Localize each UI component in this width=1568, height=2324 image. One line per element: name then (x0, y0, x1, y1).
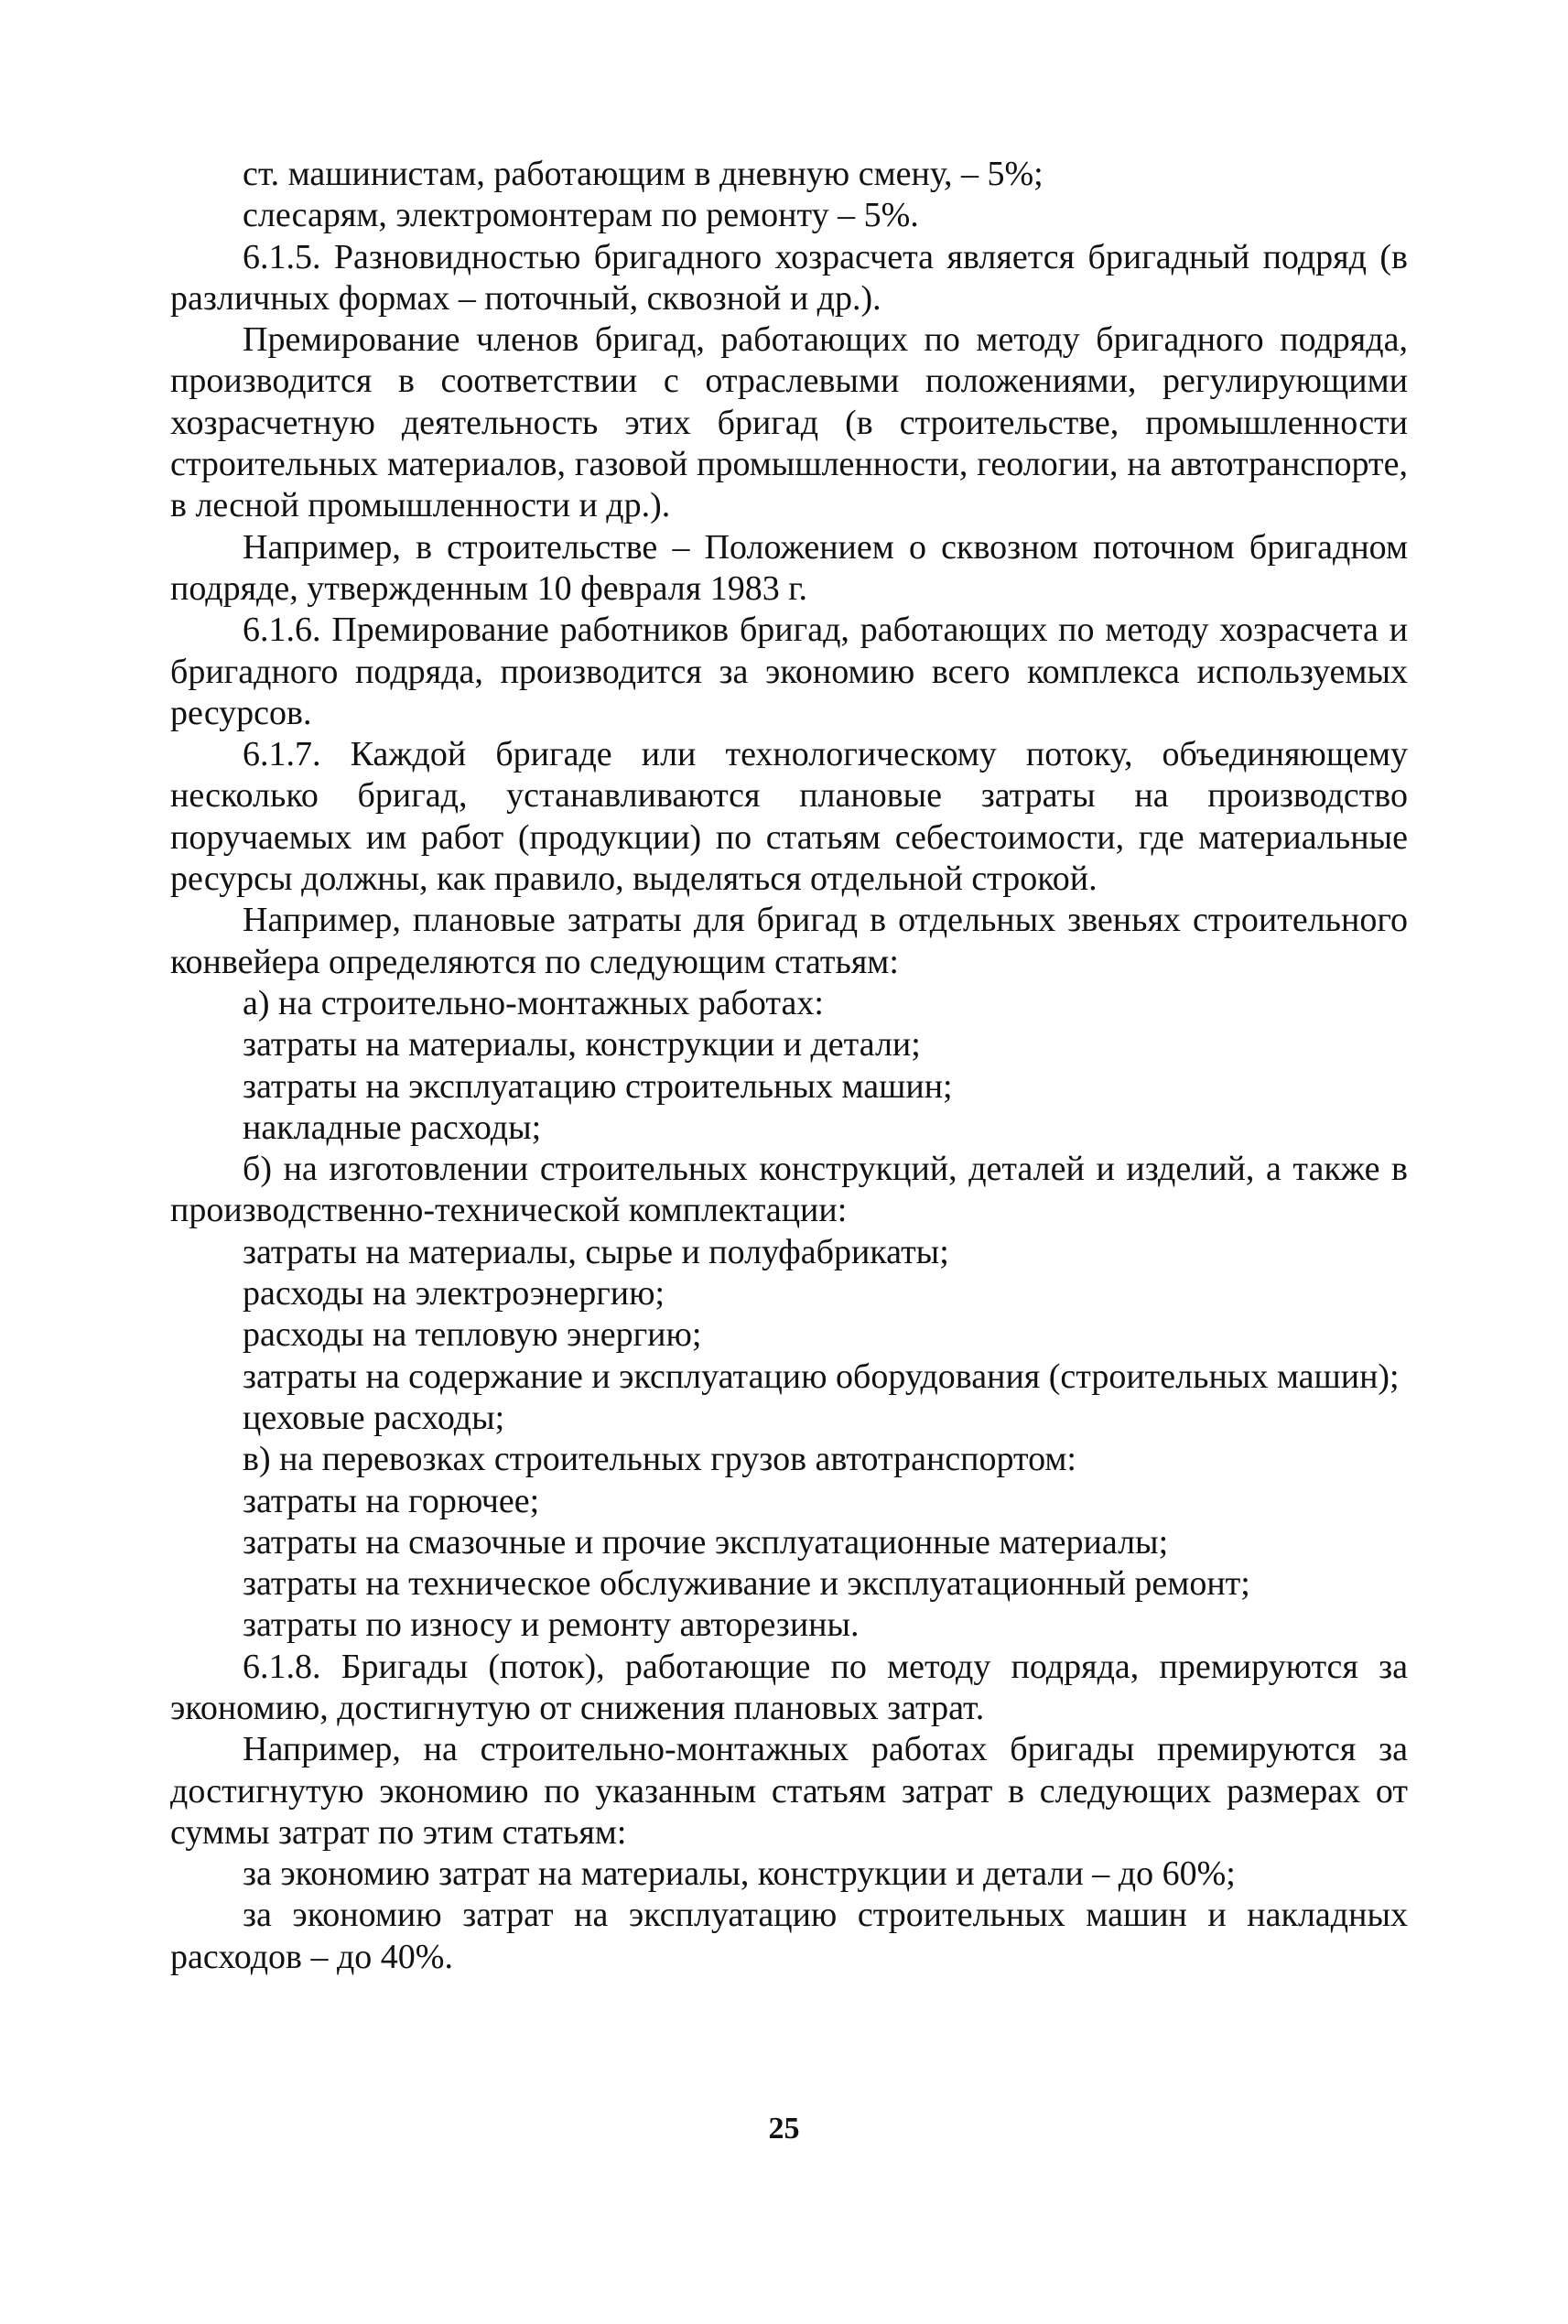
paragraph: затраты на техническое обслуживание и эксплуатационный ремонт; (243, 1564, 1250, 1604)
paragraph: затраты на горючее; (243, 1481, 540, 1520)
paragraph: Например, в строительстве – Положением о сквозном поточном бригадном подряде, утвержденным 10 февраля 1983 г. (170, 527, 1408, 608)
paragraph: затраты на материалы, сырье и полуфабрикаты; (243, 1232, 949, 1271)
paragraph: 6.1.7. Каждой бригаде или технологическому потоку, объединяющему несколько бригад, устанавливаются плановые затраты на производство поручаемых им работ (продукции) по статьям себестоимости, где материальные ресурсы должны, как правило, выделяться отдельной строкой. (170, 735, 1408, 899)
paragraph: расходы на тепловую энергию; (243, 1315, 702, 1355)
paragraph: а) на строительно-монтажных работах: (243, 983, 824, 1022)
paragraph: Например, на строительно-монтажных работах бригады премируются за достигнутую экономию по указанным статьям затрат в следующих размерах от суммы затрат по этим статьям: (170, 1730, 1408, 1852)
paragraph: 6.1.5. Разновидностью бригадного хозрасчета является бригадный подряд (в различных формах – поточный, сквозной и др.). (170, 237, 1408, 318)
paragraph: в) на перевозках строительных грузов автотранспортом: (243, 1440, 1076, 1479)
paragraph: Премирование членов бригад, работающих по методу бригадного подряда, производится в соответствии с отраслевыми положениями, регулирующими хозрасчетную деятельность этих бригад (в строительстве, промышленности строительных материалов, газовой промышленности, геологии, на автотранспорте, в лесной промышленности и др.). (170, 320, 1408, 525)
paragraph: затраты на эксплуатацию строительных машин; (243, 1066, 953, 1106)
paragraph: 6.1.6. Премирование работников бригад, работающих по методу хозрасчета и бригадного подряда, производится за экономию всего комплекса используемых ресурсов. (170, 611, 1408, 732)
paragraph: 6.1.8. Бригады (поток), работающие по методу подряда, премируются за экономию, достигнутую от снижения плановых затрат. (170, 1647, 1408, 1727)
paragraph: за экономию затрат на материалы, конструкции и детали – до 60%; (243, 1854, 1236, 1894)
paragraph: затраты по износу и ремонту авторезины. (243, 1605, 860, 1645)
paragraph: за экономию затрат на эксплуатацию строительных машин и накладных расходов – до 40%. (170, 1896, 1408, 1976)
paragraph: б) на изготовлении строительных конструкций, деталей и изделий, а также в производственно-технической комплектации: (170, 1150, 1408, 1230)
paragraph: цеховые расходы; (243, 1398, 505, 1437)
page-number: 25 (768, 2112, 800, 2146)
paragraph: ст. машинистам, работающим в дневную смену, – 5%; (243, 155, 1044, 193)
paragraph: Например, плановые затраты для бригад в отдельных звеньях строительного конвейера определяются по следующим статьям: (170, 901, 1408, 981)
paragraph: накладные расходы; (243, 1108, 542, 1147)
paragraph: слесарям, электромонтерам по ремонту – 5%. (243, 196, 919, 235)
body-text (170, 154, 1408, 1978)
paragraph: затраты на материалы, конструкции и детали; (243, 1025, 921, 1065)
paragraph: расходы на электроэнергию; (243, 1274, 665, 1313)
paragraph: затраты на содержание и эксплуатацию оборудования (строительных машин); (243, 1357, 1400, 1396)
paragraph: затраты на смазочные и прочие эксплуатационные материалы; (243, 1522, 1169, 1562)
